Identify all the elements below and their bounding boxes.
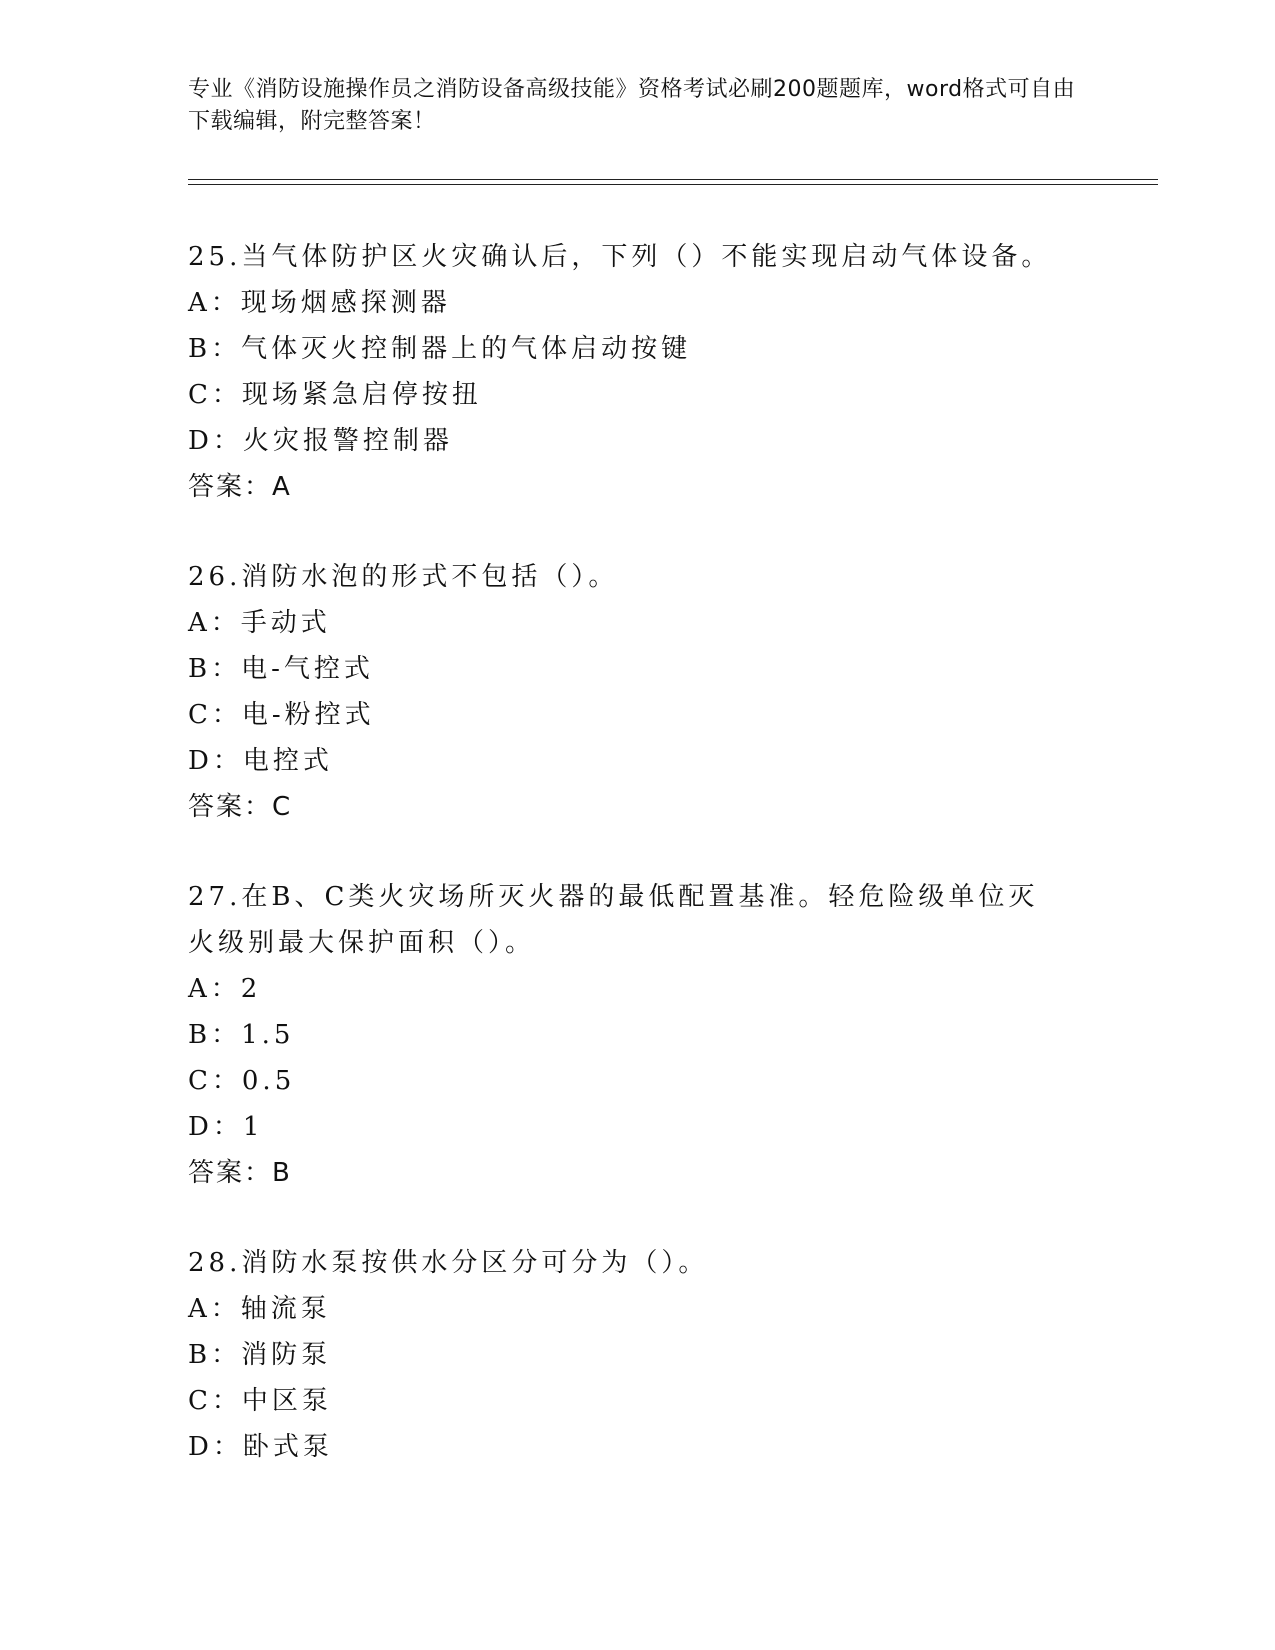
option-a: A：轴流泵 [188,1294,331,1324]
option-c: C：电-粉控式 [188,700,375,730]
option-a: A：2 [188,974,262,1004]
option-a: A：手动式 [188,608,331,638]
option-b: B：1.5 [188,1020,295,1050]
question-25 [188,234,1088,510]
option-d: D：火灾报警控制器 [188,426,453,456]
question-28 [188,1240,1088,1470]
option-b: B：电-气控式 [188,654,374,684]
option-b: B：消防泵 [188,1340,332,1370]
answer-line: 答案：C [188,792,293,822]
question-27 [188,874,1088,1196]
option-c: C：现场紧急启停按扭 [188,380,482,410]
option-c: C：中区泵 [188,1386,332,1416]
question-26 [188,554,1088,830]
document-header: 专业《消防设施操作员之消防设备高级技能》资格考试必刷200题题库，word格式可自由下载编辑，附完整答案！ [188,77,1076,134]
option-d: D：电控式 [188,746,333,776]
answer-line: 答案：A [188,472,292,502]
option-a: A：现场烟感探测器 [188,288,451,318]
header-divider-bottom [188,184,1158,185]
option-d: D：卧式泵 [188,1432,333,1462]
option-c: C：0.5 [188,1066,296,1096]
answer-line: 答案：B [188,1158,292,1188]
question-stem: 27.在B、C类火灾场所灭火器的最低配置基准。轻危险级单位灭火级别最大保护面积（）。 [188,882,1039,958]
option-b: B：气体灭火控制器上的气体启动按键 [188,334,692,364]
header-divider-top [188,179,1158,180]
option-d: D：1 [188,1112,264,1142]
question-stem: 26.消防水泡的形式不包括（）。 [188,562,619,592]
question-stem: 28.消防水泵按供水分区分可分为（）。 [188,1248,709,1278]
question-stem: 25.当气体防护区火灾确认后，下列（）不能实现启动气体设备。 [188,242,1052,272]
